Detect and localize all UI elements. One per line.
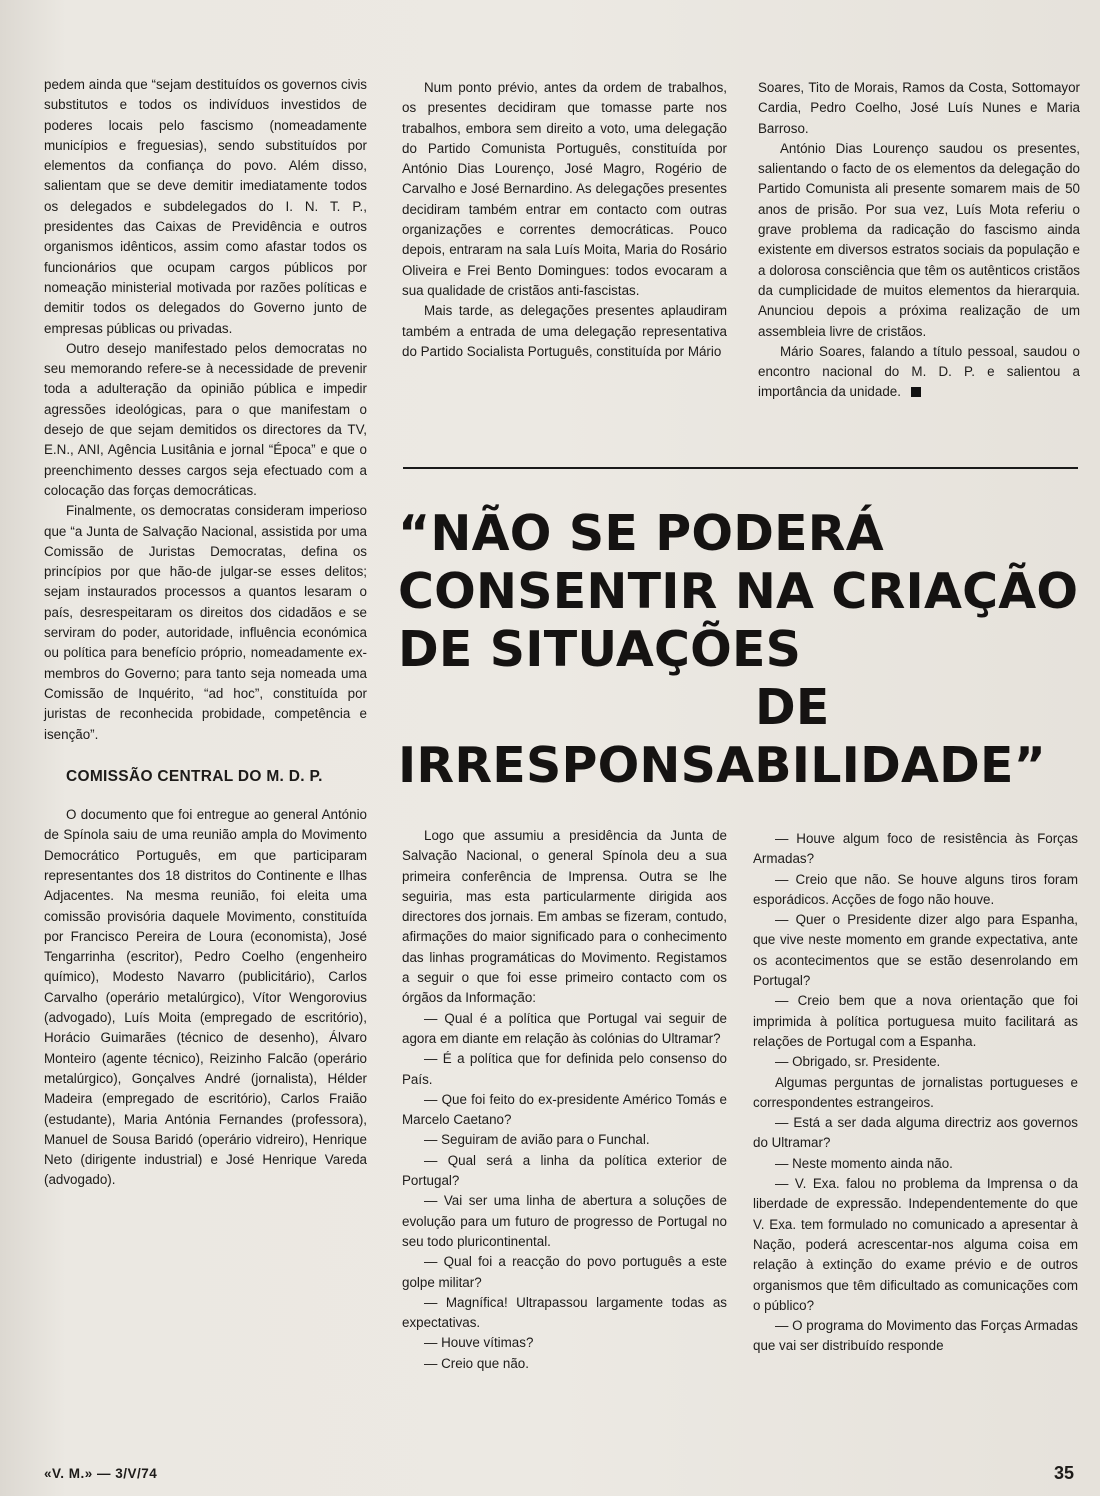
paragraph: Logo que assumiu a presidência da Junta de Salvação Nacional, o general Spínola deu a sua primeira conferência de Imprensa. Outra se lhe seguiria, mas esta particularmente dirigida aos directores dos jornais. Em ambas se fizeram, contudo, afirmações do maior significado para o conhecimento das linhas programáticas do Movimento. Registamos a seguir o que foi esse primeiro contacto com os órgãos da Informação:: [402, 828, 727, 1006]
paragraph: — Obrigado, sr. Presidente.: [775, 1054, 941, 1070]
paragraph: António Dias Lourenço saudou os presentes, salientando o facto de os elementos da delegação do Partido Comunista ali presente somarem mais de 50 anos de prisão. Por sua vez, Luís Mota referiu o grave problema da radicação do fascismo ainda existente em diversos estratos sociais da população e a dolorosa consciência que têm os autênticos cristãos da cumplicidade de muitos elementos da hierarquia. Anunciou depois a próxima realização de um assembleia livre de cristãos.: [758, 140, 1080, 339]
paragraph: Soares, Tito de Morais, Ramos da Costa, Sottomayor Cardia, Pedro Coelho, José Luís Nunes e Maria Barroso.: [758, 80, 1080, 136]
end-of-article-square: [911, 387, 921, 397]
paragraph: — Qual é a política que Portugal vai seguir de agora em diante em relação às colónias do Ultramar?: [402, 1010, 727, 1046]
headline-line: “NÃO SE PODERÁ: [398, 505, 884, 562]
headline-line: DE SITUAÇÕES: [398, 621, 802, 678]
paragraph: — O programa do Movimento das Forças Armadas que vai ser distribuído responde: [753, 1318, 1078, 1354]
paragraph: O documento que foi entregue ao general António de Spínola saiu de uma reunião ampla do Movimento Democrático Português, em que participaram representantes dos 18 distritos do Continente e Ilhas Adjacentes. Na mesma reunião, foi eleita uma comissão provisória daquele Movimento, constituída por Francisco Pereira de Loura (economista), José Tengarrinha (escritor), Pedro Coelho (engenheiro químico), Modesto Navarro (publicitário), Carlos Carvalho (operário metalúrgico), Vítor Wengorovius (advogado), Luís Moita (empregado de escritório), Horácio Guimarães (técnico de desenho), Álvaro Monteiro (agente técnico), Reizinho Falcão (operário metalúrgico), Gonçalves André (jornalista), Hélder Madeira (empregado de escritório), Carlos Fraião (estudante), Maria Antónia Fernandes (professora), Manuel de Sousa Baridó (operário vidreiro), Henrique Neto (dirigente industrial) e José Henrique Vareda (advogado).: [44, 807, 367, 1188]
paragraph: Algumas perguntas de jornalistas portugueses e correspondentes estrangeiros.: [753, 1074, 1078, 1110]
paragraph: pedem ainda que “sejam destituídos os governos civis substitutos e todos os indivíduos investidos de poderes locais pelo fascismo (nomeadamente municípios e freguesias), sendo substituídos por elementos da confiança do povo. Além disso, salientam que se deve demitir imediatamente todos os delegados e subdelegados do I. N. T. P., presidentes das Caixas de Previdência e outros organismos idênticos, assim como afastar todos os funcionários que ocupam cargos públicos por nomeação ministerial motivada por razões políticas e demitir todos os delegados do Governo junto de empresas públicas ou privadas.: [44, 77, 367, 336]
paragraph: [758, 342, 1080, 403]
paragraph: — Magnífica! Ultrapassou largamente todas as expectativas.: [402, 1294, 727, 1331]
article-column-2: [402, 78, 727, 362]
paragraph: — Quer o Presidente dizer algo para Espanha, que vive neste momento em grande expectativa, ante os acontecimentos que se estão desenrolando em Portugal?: [753, 912, 1078, 989]
paragraph: — Creio que não.: [424, 1355, 529, 1371]
page-number: 35: [1053, 1463, 1074, 1483]
paragraph: Mais tarde, as delegações presentes aplaudiram também a entrada de uma delegação representativa do Partido Socialista Português, constituída por Mário: [402, 303, 727, 359]
paragraph: Finalmente, os democratas consideram imperioso que “a Junta de Salvação Nacional, assistida por uma Comissão de Juristas Democratas, defina os princípios por que hão-de julgar-se esses delitos; sejam instaurados processos a quantos lesaram o país, desrespeitaram os direitos dos cidadãos e se serviram do poder, autoridade, influência económica ou política para benefício próprio, nomeadamente ex-membros do Governo; para tanto seja nomeada uma Comissão de Inquérito, “ad hoc”, constituída por juristas de reconhecida probidade, competência e isenção”.: [44, 503, 367, 742]
headline-line: CONSENTIR NA CRIAÇÃO: [398, 563, 1079, 620]
paragraph: Num ponto prévio, antes da ordem de trabalhos, os presentes decidiram que tomasse parte nos trabalhos, embora sem direito a voto, uma delegação do Partido Comunista Português, constituída por António Dias Lourenço, José Magro, Rogério de Carvalho e José Bernardino. As delegações presentes decidiram também entrar em contacto com outras organizações e correntes democráticas. Pouco depois, entraram na sala Luís Moita, Maria do Rosário Oliveira e Frei Bento Domingues: todos evocaram a sua qualidade de cristãos anti-fascistas.: [402, 80, 727, 298]
paragraph: — Houve vítimas?: [424, 1335, 534, 1351]
article-headline: [398, 505, 1088, 795]
interview-column-2: [753, 829, 1078, 1357]
paragraph: — Qual foi a reacção do povo português a este golpe militar?: [402, 1254, 727, 1290]
paragraph: — Qual será a linha da política exterior de Portugal?: [402, 1152, 727, 1189]
paragraph: — Houve algum foco de resistência às Forças Armadas?: [753, 831, 1078, 867]
article-column-1: [44, 75, 367, 1191]
paragraph: — Seguiram de avião para o Funchal.: [424, 1132, 650, 1148]
interview-column-1: [402, 826, 727, 1374]
section-divider: [403, 467, 1078, 469]
headline-line: DE: [755, 679, 830, 736]
paragraph: — Creio que não. Se houve alguns tiros foram esporádicos. Acções de fogo não houve.: [753, 871, 1078, 907]
paragraph: — Vai ser uma linha de abertura a soluções de evolução para um futuro de progresso de Portugal no seu todo pluricontinental.: [402, 1193, 727, 1249]
paragraph-text: Mário Soares, falando a título pessoal, saudou o encontro nacional do M. D. P. e salientou a importância da unidade.: [758, 343, 1080, 400]
paragraph: — É a política que for definida pelo consenso do País.: [402, 1051, 727, 1087]
issue-footer: «V. M.» — 3/V/74: [44, 1466, 158, 1481]
paragraph: — V. Exa. falou no problema da Imprensa o da liberdade de expressão. Independentemente do que V. Exa. tem formulado no comunicado a apresentar à Nação, poderá acrescentar-nos alguma coisa em relação à extinção do exame prévio e de outros organismos que têm dificultado as comunicações com o público?: [753, 1176, 1078, 1313]
section-subheading: COMISSÃO CENTRAL DO M. D. P.: [66, 767, 323, 785]
paragraph: — Está a ser dada alguma directriz aos governos do Ultramar?: [753, 1115, 1078, 1151]
headline-line: IRRESPONSABILIDADE”: [398, 737, 1047, 794]
paragraph: — Que foi feito do ex-presidente Américo Tomás e Marcelo Caetano?: [402, 1091, 727, 1128]
paragraph: — Neste momento ainda não.: [775, 1155, 953, 1171]
paragraph: Outro desejo manifestado pelos democratas no seu memorando refere-se à necessidade de prevenir toda a adulteração da opinião pública e impedir agressões ideológicas, para o que manifestam o desejo de que sejam demitidos os directores da TV, E.N., ANI, Agência Lusitânia e jornal “Época” e que o preenchimento desses cargos seja efectuado com a colocação das forças democráticas.: [44, 340, 367, 498]
paragraph: — Creio bem que a nova orientação que foi imprimida à política portuguesa muito facilitará as relações de Portugal com a Espanha.: [753, 993, 1078, 1049]
article-column-3: [758, 78, 1080, 403]
